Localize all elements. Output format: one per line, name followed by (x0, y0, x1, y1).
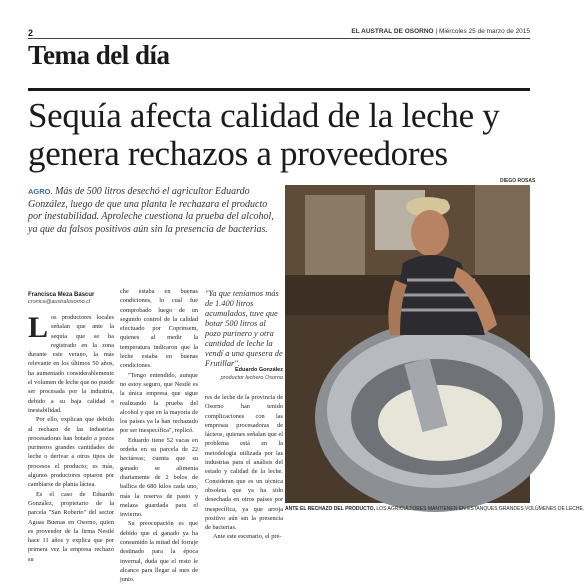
article-author: Francisca Meza Bascur (28, 292, 95, 298)
column-paragraph: res de leche de la provincia de Osorno han tenido complicaciones con las empresas procesadoras de lácteos, quienes señalan que el problema está en la metodología utilizada por las industrias para el análisis del estado y calidad de la leche. Consideran que es un técnica obsoleta que ya ha sido desechada en otros países por inespecífica, ya que arroja positivo aún sin la presencia de bacterias. (205, 394, 283, 532)
article-author-email: cronica@australosorno.cl (28, 299, 91, 305)
publication-separator: | (435, 28, 439, 35)
pull-quote-role: productor lechero Osorno (220, 375, 283, 381)
article-column-2 (120, 287, 198, 585)
column-paragraph: os productores locales señalan que ante la sequía que se ha registrado en la zona durante este verano, la más relevante en los últimos 50 años, ha aumentado considerablemente el volumen de leche que no puede ser procesada por la industria, debido a su baja calidad e inestabilidad. (28, 314, 114, 414)
pull-quote: "Ya que teníamos más de 1.400 litros acumulados, tuve que botar 500 litros al pozo purinero y otra cantidad de leche la vendí a una quesera de Frutillar". (205, 289, 283, 368)
column-paragraph: Eduardo tiene 52 vacas en ordeña en su parcela de 22 hectáreas; cuenta que su ganado se alimenta diariamente de 2 bolos de ballica de 680 kilos cada uno, más la reserva de pasto y melaza guardada para el invierno. (120, 436, 198, 519)
publication-date: Miércoles 25 de marzo de 2015 (438, 28, 530, 35)
article-deck (28, 186, 276, 237)
section-title: Tema del día (28, 40, 170, 70)
column-paragraph: Ante este escenario, el pre- (213, 533, 282, 541)
drop-cap: L (28, 311, 49, 344)
publication-line (351, 28, 530, 35)
article-column-3 (205, 393, 283, 542)
article-headline: Sequía afecta calidad de la leche y genera rechazos a proveedores (28, 96, 500, 173)
photo-credit: DIEGO ROSAS (500, 178, 536, 184)
column-paragraph: Por ello, explican que debido al rechazo de las industrias procesadoras han botado a pozos purineros grandes cantidades de leche o derivar a otros tipos de procesos el producto; es más, algunos productores optaron por cambiarse de planta láctea. (28, 416, 114, 489)
column-paragraph: "Tengo entendido, aunque no estoy seguro, que Nestlé es la única empresa que sigue realizando la prueba del alcohol y que en la mayoría de los países ya la han rechazado por ser inespecífica", replicó. (120, 371, 198, 435)
page-number: 2 (28, 28, 34, 38)
article-deck-text: Más de 500 litros desechó el agricultor Eduardo González, luego de que una planta le rechazara el producto por inestabilidad. Aproleche cuestiona la prueba del alcohol, ya que da falsos positivos aún sin la presencia de bacterias. (28, 186, 274, 236)
pull-quote-author: Eduardo González (235, 367, 283, 373)
column-paragraph: Su preocupación es que debido que el ganado ya ha consumido la mitad del forraje destinado para la época invernal, duda que el resto le alcance para llegar al mes de junio. (120, 520, 198, 584)
section-rule (28, 88, 530, 91)
article-kicker: AGRO. (28, 187, 53, 196)
photo-caption-text: LOS AGRICULTORES MANTIENEN EN ESTANQUES GRANDES VOLÚMENES DE LECHE. (376, 506, 584, 512)
photo-caption-lead: ANTE EL RECHAZO DEL PRODUCTO, (285, 506, 376, 512)
article-column-1 (28, 313, 114, 564)
top-rule (28, 38, 530, 39)
column-paragraph: Es el caso de Eduardo González, propietario de la parcela "San Roberto" del sector Aguas Buenas en Osorno, quien es proveedor de la firma Nestlé hace 11 años y explica que por primera vez la empresa rechazó su (28, 490, 114, 563)
column-paragraph: che estaba en buenas condiciones, lo cual fue comprobado luego de un segundo control de la calidad efectuado por Coprinsem, quienes al medir la temperatura indicaron que la leche estaba en buenas condiciones. (120, 288, 198, 370)
publication-name: EL AUSTRAL DE OSORNO (351, 28, 434, 35)
article-photo (285, 185, 530, 503)
photo-caption (285, 506, 584, 512)
